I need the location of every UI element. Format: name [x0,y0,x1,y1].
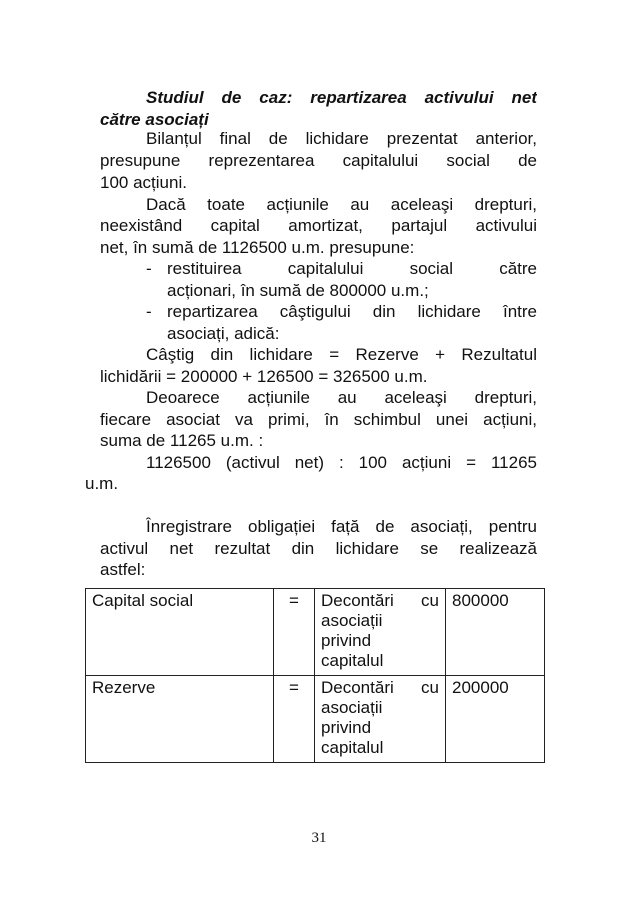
credit-line: asociații [321,611,383,630]
paragraph-line: net, în sumă de 1126500 u.m. presupune: [100,238,415,257]
credit-word: cu [421,591,439,610]
formula-line: Câştig din lichidare = Rezerve + Rezultatul [146,345,537,364]
table-row [86,676,545,763]
list-item-line: asociați, adică: [167,324,280,343]
list-item-line: acționari, în sumă de 800000 u.m.; [167,281,429,300]
paragraph-line: neexistând capital amortizat, partajul activului [100,216,537,235]
formula-line: lichidării = 200000 + 126500 = 326500 u.m. [100,367,428,386]
amount: 200000 [446,676,545,763]
amount: 800000 [446,589,545,676]
credit-word: Decontări [321,591,394,610]
credit-line: asociații [321,698,383,717]
paragraph-line: fiecare asociat va primi, în schimbul unei acțiuni, [100,410,537,429]
credit-account [315,676,446,763]
equals-sign: = [274,589,315,676]
credit-line: privind [321,718,372,737]
case-study-heading-cont: către asociați [100,110,209,129]
paragraph-line: Bilanțul final de lichidare prezentat anterior, [146,129,537,148]
list-dash: - [146,302,152,321]
equals-sign: = [274,676,315,763]
debit-account: Rezerve [86,676,274,763]
formula-line: 1126500 (activul net) : 100 acțiuni = 11265 [146,453,537,472]
case-study-heading: Studiul de caz: repartizarea activului net [146,88,537,107]
accounting-entry-table [85,588,545,763]
debit-account: Capital social [86,589,274,676]
paragraph-line: Înregistrare obligației față de asociați, pentru [146,517,537,536]
paragraph-line: presupune reprezentarea capitalului social de [100,151,537,170]
paragraph-line: Deoarece acțiunile au aceleaşi drepturi, [146,388,537,407]
paragraph-line: activul net rezultat din lichidare se realizează [100,539,537,558]
paragraph-line: suma de 11265 u.m. : [100,431,264,450]
list-dash: - [146,259,152,278]
credit-word: Decontări [321,678,394,697]
credit-line: capitalul [321,738,384,757]
paragraph-line: Dacă toate acțiunile au aceleaşi drepturi, [146,195,537,214]
credit-word: cu [421,678,439,697]
credit-line: capitalul [321,651,384,670]
paragraph-line: 100 acțiuni. [100,173,187,192]
credit-line: privind [321,631,372,650]
table-row [86,589,545,676]
list-item-line: repartizarea câştigului din lichidare între [167,302,537,321]
page-number: 31 [311,830,327,846]
paragraph-line: astfel: [100,560,146,579]
list-item-line: restituirea capitalului social către [167,259,537,278]
formula-line: u.m. [85,474,119,493]
credit-account [315,589,446,676]
